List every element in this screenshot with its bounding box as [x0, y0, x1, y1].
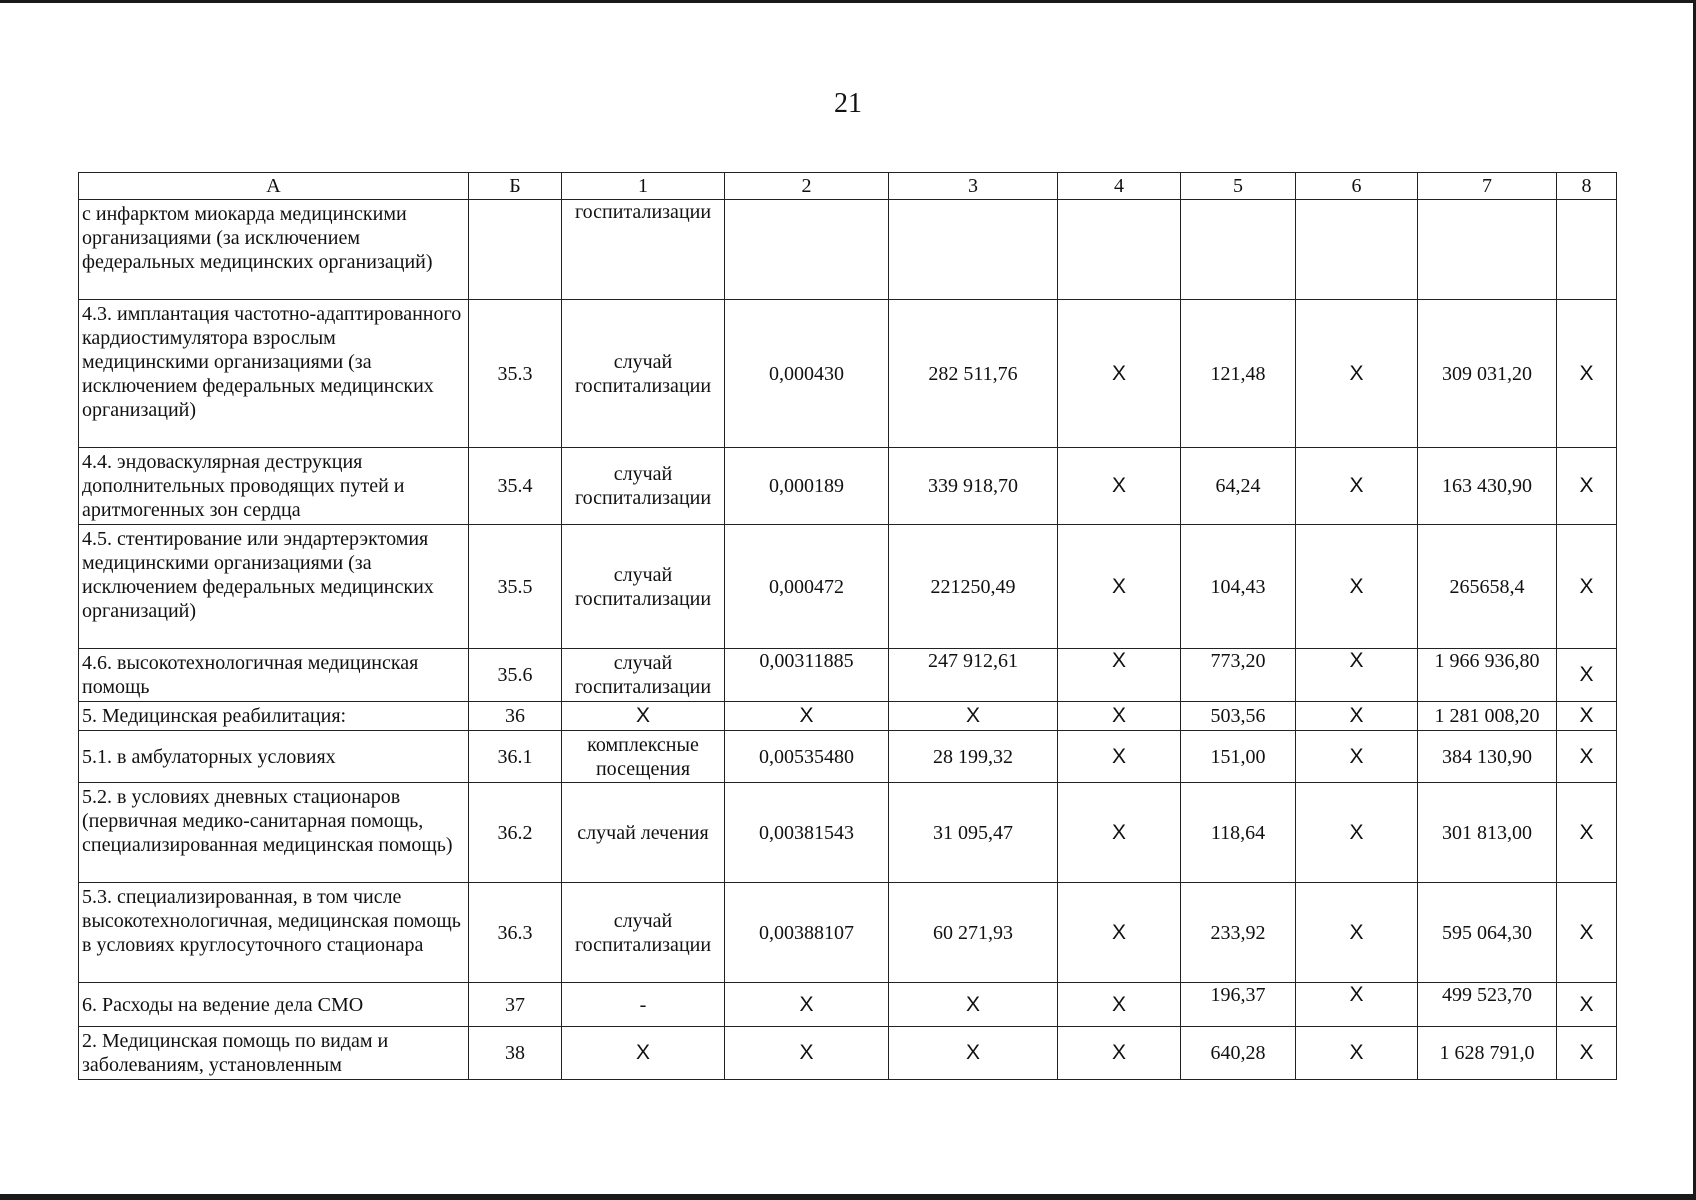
row-name: 5. Медицинская реабилитация:: [79, 702, 469, 731]
scan-border-top: [0, 0, 1696, 3]
row-value-2: Х: [725, 702, 889, 731]
row-value-6: [1296, 200, 1418, 300]
row-value-2: [725, 200, 889, 300]
table-row: [79, 1027, 1617, 1080]
table-row: [79, 649, 1617, 702]
row-value-8: Х: [1557, 731, 1617, 783]
row-value-4: Х: [1058, 702, 1181, 731]
row-value-4: [1058, 200, 1181, 300]
row-value-2: 0,000472: [725, 525, 889, 649]
row-value-8: Х: [1557, 448, 1617, 525]
row-value-7: 384 130,90: [1418, 731, 1557, 783]
row-value-5: 196,37: [1181, 983, 1296, 1027]
row-value-4: Х: [1058, 983, 1181, 1027]
row-value-2: Х: [725, 983, 889, 1027]
row-code: 35.4: [469, 448, 562, 525]
row-unit: случай госпитализации: [562, 525, 725, 649]
table-row: [79, 731, 1617, 783]
row-unit: -: [562, 983, 725, 1027]
row-value-5: 118,64: [1181, 783, 1296, 883]
row-value-5: [1181, 200, 1296, 300]
header-cell: 7: [1418, 173, 1557, 200]
row-value-7: 1 966 936,80: [1418, 649, 1557, 702]
row-value-8: Х: [1557, 702, 1617, 731]
row-value-7: 1 281 008,20: [1418, 702, 1557, 731]
row-value-5: 640,28: [1181, 1027, 1296, 1080]
row-name: 5.3. специализированная, в том числе высокотехнологичная, медицинская помощь в условиях круглосуточного стационара: [79, 883, 469, 983]
row-value-3: 28 199,32: [889, 731, 1058, 783]
row-value-8: Х: [1557, 1027, 1617, 1080]
row-value-6: Х: [1296, 731, 1418, 783]
row-value-4: Х: [1058, 783, 1181, 883]
row-value-2: 0,00381543: [725, 783, 889, 883]
row-unit: Х: [562, 1027, 725, 1080]
header-cell: А: [79, 173, 469, 200]
row-value-3: Х: [889, 1027, 1058, 1080]
row-value-6: Х: [1296, 300, 1418, 448]
header-cell: Б: [469, 173, 562, 200]
header-cell: 5: [1181, 173, 1296, 200]
row-value-8: Х: [1557, 883, 1617, 983]
row-unit: Х: [562, 702, 725, 731]
row-value-4: Х: [1058, 300, 1181, 448]
row-value-5: 121,48: [1181, 300, 1296, 448]
row-value-3: 60 271,93: [889, 883, 1058, 983]
row-code: 37: [469, 983, 562, 1027]
row-name: 4.3. имплантация частотно-адаптированного кардиостимулятора взрослым медицинскими организациями (за исключением федеральных медицинских организаций): [79, 300, 469, 448]
row-value-8: Х: [1557, 649, 1617, 702]
row-unit: случай лечения: [562, 783, 725, 883]
row-value-3: 282 511,76: [889, 300, 1058, 448]
row-name: 5.1. в амбулаторных условиях: [79, 731, 469, 783]
row-value-8: Х: [1557, 983, 1617, 1027]
row-code: 38: [469, 1027, 562, 1080]
row-code: 35.3: [469, 300, 562, 448]
row-name: с инфарктом миокарда медицинскими организациями (за исключением федеральных медицинских организаций): [79, 200, 469, 300]
row-value-3: [889, 200, 1058, 300]
row-value-3: Х: [889, 702, 1058, 731]
table-row: [79, 300, 1617, 448]
row-value-5: 773,20: [1181, 649, 1296, 702]
table-row: [79, 983, 1617, 1027]
row-code: [469, 200, 562, 300]
row-value-6: Х: [1296, 525, 1418, 649]
row-code: 36.1: [469, 731, 562, 783]
row-name: 4.6. высокотехнологичная медицинская помощь: [79, 649, 469, 702]
row-value-5: 64,24: [1181, 448, 1296, 525]
row-value-5: 233,92: [1181, 883, 1296, 983]
row-value-4: Х: [1058, 883, 1181, 983]
row-value-3: Х: [889, 983, 1058, 1027]
row-unit: случай госпитализации: [562, 883, 725, 983]
table-row: [79, 883, 1617, 983]
header-cell: 1: [562, 173, 725, 200]
row-value-2: 0,00388107: [725, 883, 889, 983]
table-row: [79, 702, 1617, 731]
row-value-6: Х: [1296, 1027, 1418, 1080]
row-value-3: 31 095,47: [889, 783, 1058, 883]
row-code: 36.3: [469, 883, 562, 983]
row-value-4: Х: [1058, 525, 1181, 649]
row-value-6: Х: [1296, 702, 1418, 731]
row-value-6: Х: [1296, 883, 1418, 983]
row-code: 35.6: [469, 649, 562, 702]
row-value-6: Х: [1296, 448, 1418, 525]
header-cell: 6: [1296, 173, 1418, 200]
row-value-6: Х: [1296, 783, 1418, 883]
row-name: 6. Расходы на ведение дела СМО: [79, 983, 469, 1027]
scan-border-bottom: [0, 1194, 1696, 1200]
row-value-4: Х: [1058, 448, 1181, 525]
row-value-3: 339 918,70: [889, 448, 1058, 525]
row-value-4: Х: [1058, 731, 1181, 783]
table-row: [79, 448, 1617, 525]
row-value-7: 163 430,90: [1418, 448, 1557, 525]
row-value-2: 0,000430: [725, 300, 889, 448]
row-value-7: 595 064,30: [1418, 883, 1557, 983]
table-row: [79, 200, 1617, 300]
row-value-4: Х: [1058, 1027, 1181, 1080]
row-value-8: Х: [1557, 783, 1617, 883]
row-unit: случай госпитализации: [562, 448, 725, 525]
row-unit: комплексные посещения: [562, 731, 725, 783]
row-name: 2. Медицинская помощь по видам и заболеваниям, установленным: [79, 1027, 469, 1080]
row-value-2: 0,00311885: [725, 649, 889, 702]
row-value-7: 301 813,00: [1418, 783, 1557, 883]
row-value-2: 0,000189: [725, 448, 889, 525]
table-row: [79, 783, 1617, 883]
page-number: 21: [834, 88, 862, 119]
row-value-2: 0,00535480: [725, 731, 889, 783]
row-value-5: 151,00: [1181, 731, 1296, 783]
row-value-5: 104,43: [1181, 525, 1296, 649]
row-name: 4.5. стентирование или эндартерэктомия медицинскими организациями (за исключением федеральных медицинских организаций): [79, 525, 469, 649]
row-value-7: 265658,4: [1418, 525, 1557, 649]
row-code: 36: [469, 702, 562, 731]
header-cell: 8: [1557, 173, 1617, 200]
row-value-8: Х: [1557, 525, 1617, 649]
row-value-3: 221250,49: [889, 525, 1058, 649]
table-row: [79, 525, 1617, 649]
row-value-6: Х: [1296, 983, 1418, 1027]
row-value-7: 309 031,20: [1418, 300, 1557, 448]
row-value-5: 503,56: [1181, 702, 1296, 731]
row-value-2: Х: [725, 1027, 889, 1080]
header-cell: 2: [725, 173, 889, 200]
row-code: 36.2: [469, 783, 562, 883]
row-value-8: [1557, 200, 1617, 300]
header-cell: 3: [889, 173, 1058, 200]
row-unit: госпитализации: [562, 200, 725, 300]
row-code: 35.5: [469, 525, 562, 649]
row-value-4: Х: [1058, 649, 1181, 702]
row-value-7: [1418, 200, 1557, 300]
header-cell: 4: [1058, 173, 1181, 200]
row-value-7: 499 523,70: [1418, 983, 1557, 1027]
row-name: 5.2. в условиях дневных стационаров (первичная медико-санитарная помощь, специализированная медицинская помощь): [79, 783, 469, 883]
row-value-6: Х: [1296, 649, 1418, 702]
row-unit: случай госпитализации: [562, 300, 725, 448]
row-value-7: 1 628 791,0: [1418, 1027, 1557, 1080]
row-value-3: 247 912,61: [889, 649, 1058, 702]
row-unit: случай госпитализации: [562, 649, 725, 702]
row-name: 4.4. эндоваскулярная деструкция дополнительных проводящих путей и аритмогенных зон сердца: [79, 448, 469, 525]
row-value-8: Х: [1557, 300, 1617, 448]
data-table: [78, 172, 1617, 1080]
header-row: [79, 173, 1617, 200]
